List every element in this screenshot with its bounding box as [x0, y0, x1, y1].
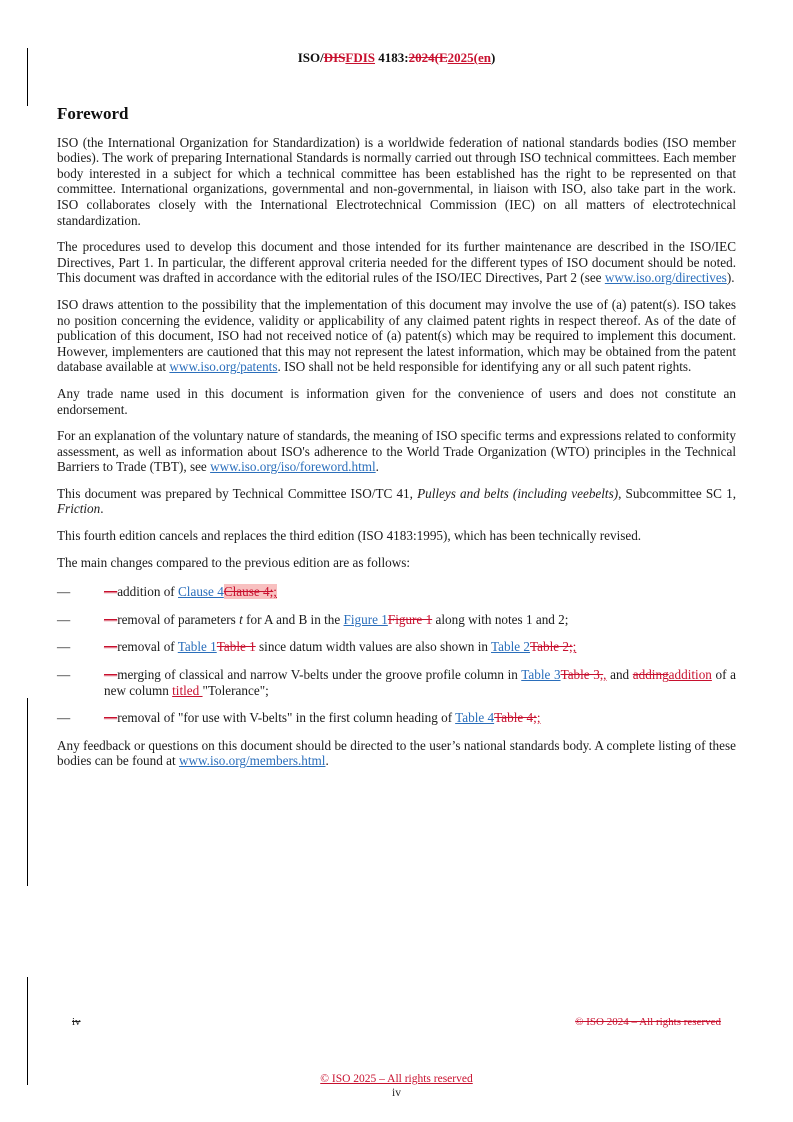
paragraph-text: Any feedback or questions on this document should be directed to the user’s national standards body. A complete listing of these bodies can be found at: [57, 737, 736, 769]
change-item: [57, 584, 736, 600]
deleted-text: Table 1: [216, 639, 256, 655]
inserted-text: ,: [603, 667, 607, 683]
paragraph-text: This document was prepared by Technical Committee ISO/TC 41,: [57, 485, 418, 501]
deleted-dash: —: [104, 611, 118, 627]
paragraph-trade-name: Any trade name used in this document is information given for the convenience of users and does not constitute an endorsement.: [57, 385, 736, 417]
inserted-text: ;: [273, 584, 277, 600]
paragraph-committee: [57, 486, 736, 517]
paragraph-changes-intro: The main changes compared to the previous edition are as follows:: [57, 554, 411, 570]
page-number: iv: [392, 1087, 401, 1099]
paragraph-text: The procedures used to develop this document and those intended for its further maintenance are described in the ISO/IEC Directives, Part 1. In particular, the different approval criteria needed for the different types of ISO document should be noted. This document was drafted in accordance with the editorial rules of the ISO/IEC Directives, Part 2 (see: [57, 239, 736, 286]
foreword-link[interactable]: www.iso.org/iso/foreword.html: [210, 459, 376, 475]
inserted-text: ;: [536, 710, 541, 726]
deleted-stage: DIS: [323, 50, 346, 65]
parameter-symbol: t: [239, 611, 243, 627]
item-text: of a new column: [104, 667, 736, 698]
paragraph-voluntary: [57, 428, 736, 475]
deleted-text: Table 3,: [560, 667, 604, 683]
change-bar: [27, 977, 28, 1085]
table-4-link[interactable]: Table 4: [455, 710, 495, 726]
paragraph-iso-intro: ISO (the International Organization for Standardization) is a worldwide federation of national standards bodies (ISO member bodies). The work of preparing International Standards is normally carried out through ISO technical committees. Each member body interested in a subject for which a technical committee has been established has the right to be represented on that committee. International organizations, governmental and non-governmental, in liaison with ISO, also take part in the work. ISO collaborates closely with the International Electrotechnical Commission (IEC) on all matters of electrotechnical standardization.: [57, 134, 736, 228]
item-text: removal of: [117, 639, 178, 655]
item-text: since datum width values are also shown in: [255, 639, 492, 655]
item-text: addition of: [117, 584, 178, 600]
deleted-text: Table 2;: [530, 639, 573, 655]
item-text: removal of "for use with V-belts" in the first column heading of: [117, 710, 456, 726]
change-item: [57, 612, 736, 628]
paragraph-text: . ISO shall not be held responsible for identifying any or all such patent rights.: [277, 359, 692, 375]
table-3-link[interactable]: Table 3: [521, 667, 561, 683]
deleted-dash: —: [104, 667, 118, 683]
paragraph-text: , Subcommittee SC 1,: [618, 485, 736, 501]
copyright-notice: © ISO 2025 – All rights reserved: [320, 1073, 473, 1085]
item-text: merging of classical and narrow V-belts under the groove profile column in: [117, 667, 522, 683]
item-text: and: [606, 667, 633, 683]
patents-link[interactable]: www.iso.org/patents: [169, 359, 278, 375]
paragraph-patents: [57, 297, 736, 375]
table-2-link[interactable]: Table 2: [491, 639, 531, 655]
deleted-dash: —: [104, 639, 118, 655]
header-number: 4183:: [375, 50, 409, 65]
section-title: Foreword: [57, 104, 129, 123]
deleted-page-number: iv: [72, 1016, 81, 1028]
header-suffix: ): [490, 50, 496, 65]
changes-list: [57, 584, 736, 726]
change-item: [57, 667, 736, 698]
deleted-text: Table 4;: [494, 710, 537, 726]
paragraph-text: .: [100, 501, 104, 517]
deleted-text: Figure 1: [387, 611, 433, 627]
inserted-text: addition: [668, 667, 712, 683]
paragraph-feedback: [57, 738, 736, 769]
inserted-text: titled: [172, 682, 203, 698]
change-item: [57, 710, 736, 726]
paragraph-text: .: [375, 459, 379, 475]
paragraph-text: .: [325, 753, 329, 769]
item-text: along with notes 1 and 2;: [432, 611, 569, 627]
item-text: "Tolerance";: [202, 682, 269, 698]
paragraph-text: ISO draws attention to the possibility that the implementation of this document may involve the use of (a) patent(s). ISO takes no position concerning the evidence, validity or applicability of any claimed patent rights in respect thereof. As of the date of publication of this document, ISO had not received notice of (a) patent(s) which may be required to implement this document. However, implementers are cautioned that this may not represent the latest information, which may be obtained from the patent database available at: [57, 296, 736, 375]
list-dash: —: [57, 639, 71, 655]
clause-4-link[interactable]: Clause 4: [178, 584, 224, 600]
inserted-year: 2025(en: [447, 50, 491, 65]
paragraph-edition: This fourth edition cancels and replaces the third edition (ISO 4183:1995), which has been technically revised.: [57, 528, 642, 544]
table-1-link[interactable]: Table 1: [177, 639, 217, 655]
inserted-stage: FDIS: [345, 50, 376, 65]
subcommittee-title: Friction: [57, 501, 101, 517]
paragraph-text: ).: [726, 270, 735, 286]
deleted-year: 2024(E: [408, 50, 448, 65]
members-link[interactable]: www.iso.org/members.html: [178, 753, 326, 769]
list-dash: —: [57, 710, 71, 726]
deleted-text: Clause 4;: [223, 584, 274, 600]
deleted-dash: —: [104, 710, 118, 726]
paragraph-text: For an explanation of the voluntary nature of standards, the meaning of ISO specific terms and expressions related to conformity assessment, as well as information about ISO's adherence to the World Trade Organization (WTO) principles in the Technical Barriers to Trade (TBT), see: [57, 428, 736, 475]
inserted-text: ;: [572, 639, 577, 655]
figure-1-link[interactable]: Figure 1: [343, 611, 388, 627]
change-item: [57, 639, 736, 655]
list-dash: —: [57, 584, 71, 600]
header-prefix: ISO/: [297, 50, 324, 65]
list-dash: —: [57, 667, 71, 683]
document-header: [0, 50, 793, 66]
foreword-content: [57, 106, 736, 780]
item-text: for A and B in the: [242, 611, 344, 627]
page-footer: [0, 1072, 793, 1100]
deleted-dash: —: [104, 584, 118, 600]
paragraph-procedures: [57, 239, 736, 286]
list-dash: —: [57, 611, 71, 627]
committee-title: Pulleys and belts (including veebelts): [417, 485, 619, 501]
item-text: removal of parameters: [117, 611, 240, 627]
change-bar: [27, 698, 28, 886]
directives-link[interactable]: www.iso.org/directives: [604, 270, 727, 286]
deleted-copyright: © ISO 2024 – All rights reserved: [575, 1016, 721, 1028]
deleted-text: adding: [632, 667, 669, 683]
